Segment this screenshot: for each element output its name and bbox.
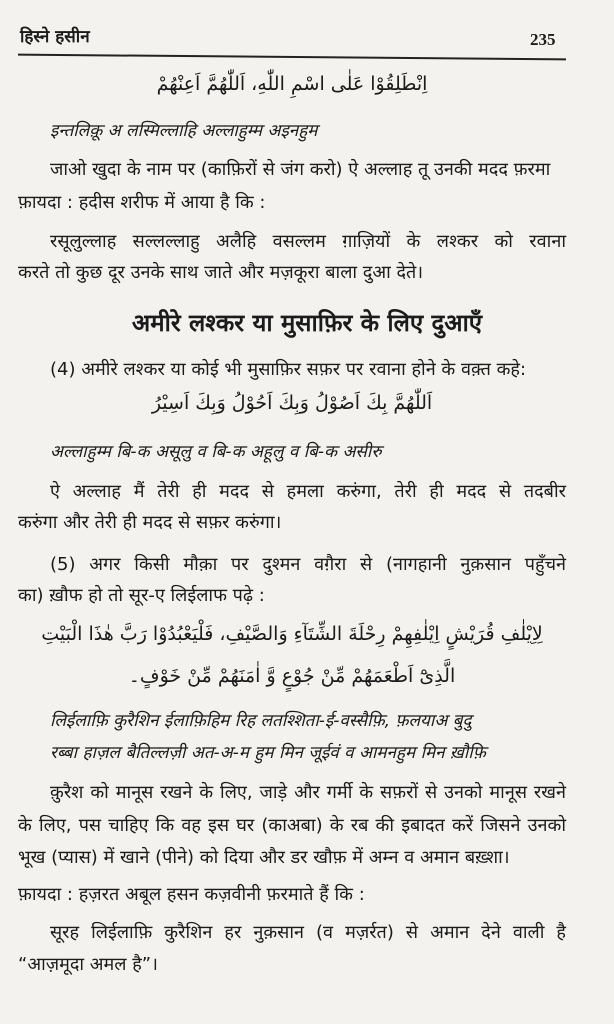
paragraph-1-line-2: करते तो कुछ दूर उनके साथ जाते और मज़कूरा बाला दुआ देते।: [18, 262, 424, 283]
header-rule: [18, 54, 566, 61]
meaning-1: जाओ खुदा के नाम पर (काफ़िरों से जंग करो) ऐ अल्लाह तू उनकी मदद फ़रमा: [50, 159, 551, 180]
item-4: (4) अमीरे लश्कर या कोई भी मुसाफ़िर सफ़र पर रवाना होने के वक़्त कहे:: [50, 359, 527, 380]
item-5-line-2: का) ख़ौफ हो तो सूर-ए लिईलाफ पढ़े :: [18, 585, 265, 606]
transliteration-1: इन्तलिक़ू अ लस्मिल्लाहि अल्लाहुम्म अइनहुम: [50, 121, 318, 141]
paragraph-6-line-1: सूरह लिईलाफ़ि कुरैशिन हर नुक़सान (व मज़र्रत) से अमान देने वाली है: [50, 922, 566, 943]
running-header: हिस्ने हसीन: [20, 27, 90, 47]
transliteration-3-line-1: लिईलाफ़ि कुरैशिन ईलाफ़िहिम रिह लतश्शिता-ई-वस्सैफ़ि, फ़लयाअ बुदु: [50, 711, 472, 731]
meaning-3-line-3: भूख (प्यास) में खाने (पीने) को दिया और डर खौफ़ में अम्न व अमान बख़्शा।: [18, 847, 510, 868]
paragraph-1-line-1: रसूलुल्लाह सल्लल्लाहु अलैहि वसल्लम ग़ाज़ियों के लश्कर को रवाना: [50, 231, 566, 252]
benefit-1: फ़ायदा : हदीस शरीफ में आया है कि :: [18, 192, 266, 213]
meaning-2-line-2: करुंगा और तेरी ही मदद से सफ़र करुंगा।: [18, 512, 282, 533]
page-number: 235: [530, 30, 556, 49]
arabic-dua-1: اِنْطَلِقُوْا عَلٰى اسْمِ اللّٰهِ، اَللّٰهُمَّ اَعِنْهُمْ: [156, 73, 428, 95]
arabic-surah-line-1: لِاِيْلٰفِ قُرَيْشٍ اِيْلٰفِهِمْ رِحْلَةَ الشِّتَآءِ وَالصَّيْفِ، فَلْيَعْبُدُوْا رَبَّ هٰذَا الْبَيْتِ: [41, 623, 543, 645]
arabic-surah-line-2: الَّذِىْٓ اَطْعَمَهُمْ مِّنْ جُوْعٍ وَّ اٰمَنَهُمْ مِّنْ خَوْفٍ۔: [128, 665, 456, 687]
meaning-2-line-1: ऐ अल्लाह मैं तेरी ही मदद से हमला करुंगा, तेरी ही मदद से तदबीर: [50, 481, 566, 502]
arabic-dua-2: اَللّٰهُمَّ بِكَ اَصُوْلُ وَبِكَ اَحُوْلُ وَبِكَ اَسِيْرُ: [151, 392, 433, 414]
meaning-3-line-2: के लिए, पस चाहिए कि वह इस घर (काअबा) के रब की इबादत करें जिसने उनको: [18, 815, 566, 836]
benefit-2: फ़ायदा : हज़रत अबूल हसन कज़वीनी फ़रमाते हैं कि :: [18, 884, 365, 905]
section-heading: अमीरे लश्कर या मुसाफ़िर के लिए दुआएँ: [131, 309, 483, 337]
paragraph-6-line-2: “आज़मूदा अमल है”।: [18, 954, 158, 975]
item-5-line-1: (5) अगर किसी मौक़ा पर दुश्मन वग़ैरा से (नागहानी नुक़सान पहुँचने: [50, 554, 566, 575]
transliteration-3-line-2: रब्बा हाज़ल बैतिल्लज़ी अत-अ-म हुम मिन जूईवं व आमनहुम मिन ख़ौफ़ि: [50, 743, 486, 763]
transliteration-2: अल्लाहुम्म बि-क असूलु व बि-क अहूलु व बि-क असीरु: [50, 442, 382, 462]
meaning-3-line-1: क़ुरैश को मानूस रखने के लिए, जाड़े और गर्मी के सफ़रों से उनको मानूस रखने: [50, 782, 566, 803]
